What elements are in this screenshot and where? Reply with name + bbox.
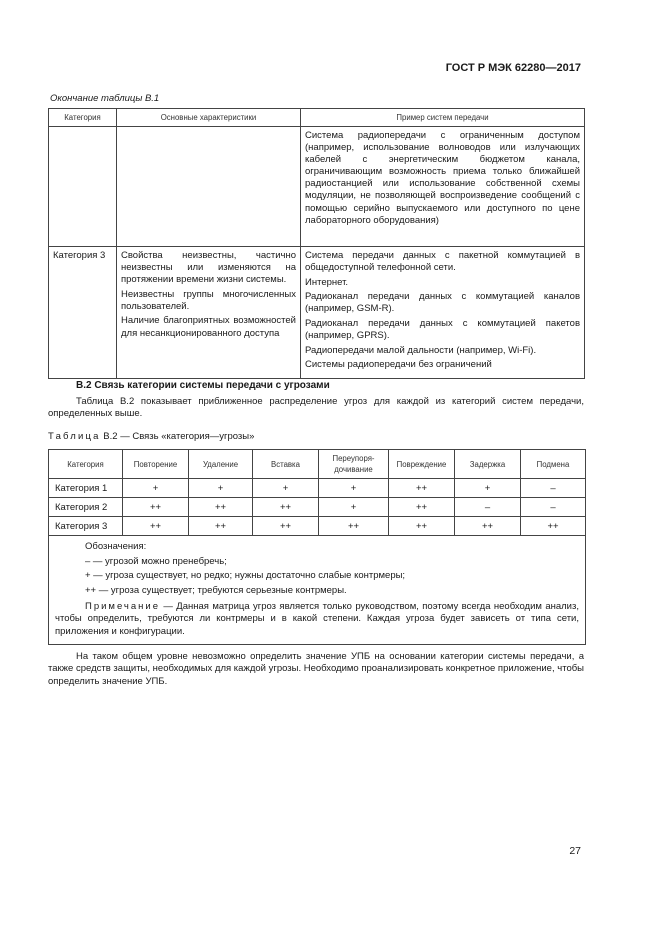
characteristics-cell <box>117 127 301 247</box>
table-note <box>55 601 579 638</box>
closing-text: На таком общем уровне невозможно определить значение УПБ на основании категории системы передачи, а также средств защиты, необходимых для каждой угрозы. Необходимо проанализировать конкретное приложение, чтобы определить значение УПБ. <box>48 651 584 687</box>
table2-caption-prefix: Таблица <box>48 431 101 442</box>
table-row <box>49 517 586 536</box>
column-header: Вставка <box>253 450 319 479</box>
table-continuation-caption: Окончание таблицы В.1 <box>50 93 160 104</box>
threat-cell: ++ <box>389 498 455 517</box>
legend-item: + — угроза существует, но редко; нужны достаточно слабые контрмеры; <box>85 570 406 582</box>
column-header: Удаление <box>189 450 253 479</box>
example-cell <box>301 127 585 247</box>
column-header: Повреждение <box>389 450 455 479</box>
document-code: ГОСТ Р МЭК 62280—2017 <box>445 62 581 74</box>
table-row <box>49 127 585 247</box>
legend-item: – — угрозой можно пренебречь; <box>85 555 227 567</box>
page-number: 27 <box>569 845 581 857</box>
threat-cell: ++ <box>389 479 455 498</box>
threat-cell: ++ <box>253 498 319 517</box>
threat-cell: + <box>253 479 319 498</box>
example-text: Система передачи данных с пакетной коммутацией в общедоступной телефонной сети. <box>305 250 580 274</box>
closing-paragraph <box>48 651 584 688</box>
legend-cell <box>49 536 586 645</box>
note-text: — Данная матрица угроз является только руководством, поэтому всегда необходим анализ, чтобы определить, требуются ли контрмеры и в какой степени. Каждая угроза будет зависеть от типа сети, приложения и конфигурации. <box>55 600 579 637</box>
example-text: Радиоканал передачи данных с коммутацией каналов (например, GSM-R). <box>305 291 580 315</box>
threat-cell: + <box>319 498 389 517</box>
threat-cell: – <box>455 498 521 517</box>
category-cell: Категория 2 <box>49 498 123 517</box>
section-intro-paragraph <box>48 396 584 421</box>
characteristic-text: Неизвестны группы многочисленных пользователей. <box>121 288 296 312</box>
threat-cell: + <box>455 479 521 498</box>
threat-cell: ++ <box>189 517 253 536</box>
column-header: Пример систем передачи <box>301 109 585 127</box>
transmission-categories-table <box>48 108 585 379</box>
threat-cell: + <box>319 479 389 498</box>
example-text: Системы радиопередачи без ограничений <box>305 359 492 371</box>
threat-cell: ++ <box>455 517 521 536</box>
characteristics-cell <box>117 247 301 379</box>
table-header-row <box>49 109 585 127</box>
column-header: Повторение <box>123 450 189 479</box>
legend-title: Обозначения: <box>85 541 147 552</box>
table-row <box>49 479 586 498</box>
threat-cell: ++ <box>389 517 455 536</box>
threat-cell: ++ <box>123 498 189 517</box>
example-text: Радиоканал передачи данных с коммутацией пакетов (например, GPRS). <box>305 317 580 342</box>
column-header: Основные характеристики <box>117 109 301 127</box>
table-header-row <box>49 450 586 479</box>
example-text: Интернет. <box>305 276 349 288</box>
table-row <box>49 498 586 517</box>
characteristic-text: Наличие благоприятных возможностей для несанкционированного доступа <box>121 315 296 339</box>
legend-row <box>49 536 586 645</box>
category-cell <box>49 127 117 247</box>
threat-cell: – <box>521 479 586 498</box>
example-text: Система радиопередачи с ограниченным доступом (например, использование волноводов или излучающих кабелей с энергетическим бюджетом канала, ограничивающим возможность приема только ближайшей радиостанцией или использование собственной схемы модуляции, не позволяющей воспроизведение сообщений с помощью серийно выпускаемого или доступного по цене лабораторного оборудования) <box>305 130 580 226</box>
category-threat-table <box>48 449 586 645</box>
threat-cell: ++ <box>521 517 586 536</box>
section-heading: В.2 Связь категории системы передачи с угрозами <box>76 380 330 391</box>
legend-item: ++ — угроза существует; требуются серьезные контрмеры. <box>85 585 347 597</box>
threat-cell: – <box>521 498 586 517</box>
column-header: Подмена <box>521 450 586 479</box>
table-row <box>49 247 585 379</box>
note-label: Примечание <box>85 600 160 612</box>
threat-cell: ++ <box>123 517 189 536</box>
example-text: Радиопередачи малой дальности (например, Wi-Fi). <box>305 344 537 356</box>
threat-cell: + <box>189 479 253 498</box>
threat-cell: ++ <box>319 517 389 536</box>
example-cell <box>301 247 585 379</box>
category-cell: Категория 1 <box>49 479 123 498</box>
column-header: Категория <box>49 109 117 127</box>
column-header: Категория <box>49 450 123 479</box>
column-header: Задержка <box>455 450 521 479</box>
intro-text: Таблица В.2 показывает приближенное распределение угроз для каждой из категорий систем передачи, определенных выше. <box>48 396 584 420</box>
column-header: Переупоря-дочивание <box>319 450 389 479</box>
characteristic-text: Свойства неизвестны, частично неизвестны или изменяются на протяжении времени жизни системы. <box>121 250 296 286</box>
table2-caption-text: В.2 — Связь «категория—угрозы» <box>103 431 255 442</box>
category-cell: Категория 3 <box>49 517 123 536</box>
threat-cell: ++ <box>253 517 319 536</box>
table2-caption <box>48 431 254 442</box>
threat-cell: ++ <box>189 498 253 517</box>
threat-cell: + <box>123 479 189 498</box>
category-cell: Категория 3 <box>49 247 117 379</box>
